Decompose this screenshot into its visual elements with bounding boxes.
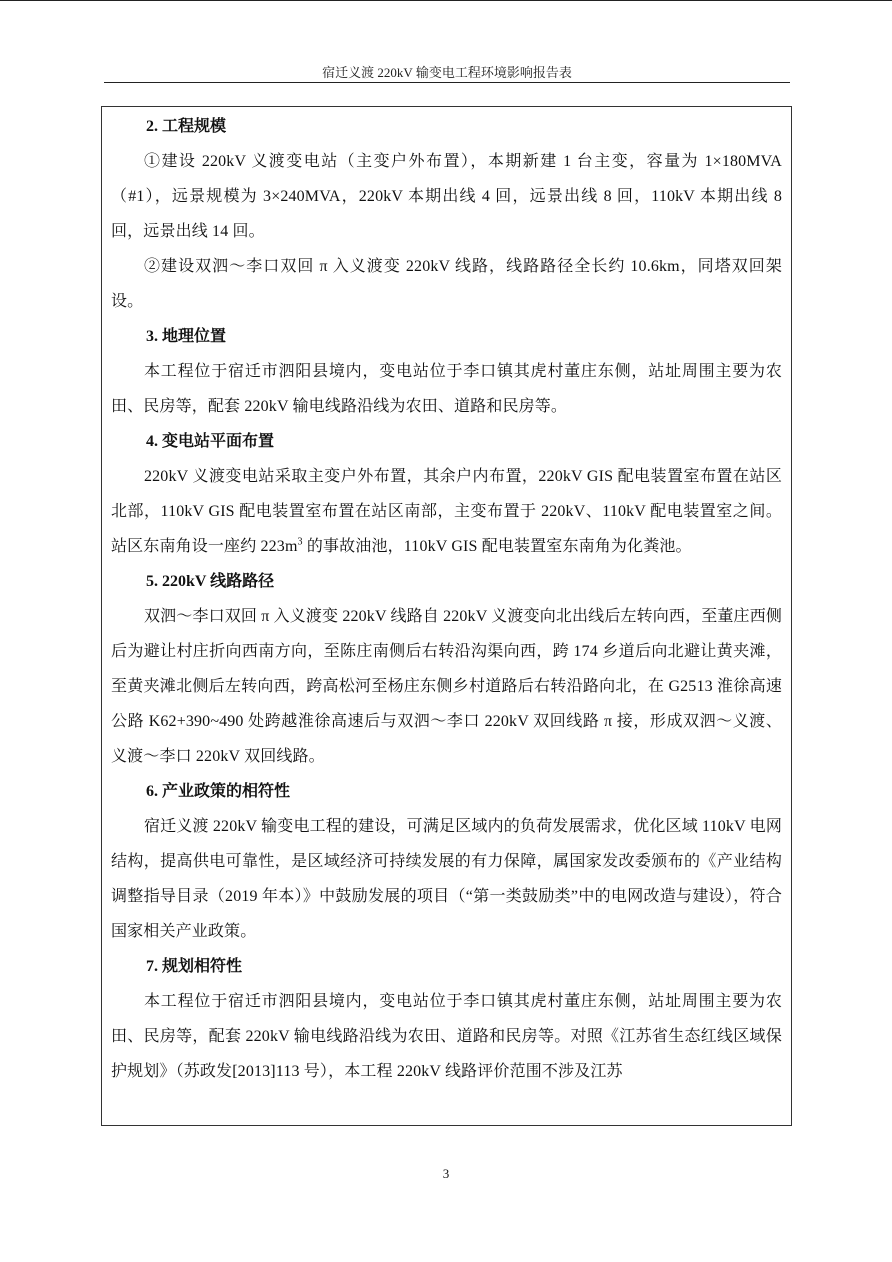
section-planning	[111, 949, 782, 1089]
section-title: 5. 220kV 线路路径	[146, 573, 275, 590]
top-border-line	[0, 0, 892, 1]
section-policy	[111, 774, 782, 949]
section-line-route	[111, 564, 782, 774]
paragraph: ①建设 220kV 义渡变电站（主变户外布置），本期新建 1 台主变，容量为 1×180MVA（#1），远景规模为 3×240MVA，220kV 本期出线 4 回，远景出线 8 回，110kV 本期出线 8 回，远景出线 14 回。	[111, 153, 782, 240]
paragraph: 宿迁义渡 220kV 输变电工程的建设，可满足区域内的负荷发展需求，优化区域 110kV 电网结构，提高供电可靠性，是区域经济可持续发展的有力保障，属国家发改委颁布的《产业结构调整指导目录（2019 年本）》中鼓励发展的项目（“第一类鼓励类”中的电网改造与建设），符合国家相关产业政策。	[111, 818, 782, 940]
section-title: 4. 变电站平面布置	[146, 433, 275, 450]
section-location	[111, 319, 782, 424]
content-table-cell	[101, 106, 792, 1126]
running-header: 宿迁义渡 220kV 输变电工程环境影响报告表	[322, 65, 572, 80]
section-title: 2. 工程规模	[146, 118, 227, 135]
paragraph-text: 的事故油池，110kV GIS 配电装置室东南角为化粪池。	[302, 538, 692, 555]
section-title: 6. 产业政策的相符性	[146, 783, 291, 800]
paragraph: 双泗～李口双回 π 入义渡变 220kV 线路自 220kV 义渡变向北出线后左转向西，至董庄西侧后为避让村庄折向西南方向，至陈庄南侧后右转沿沟渠向西，跨 174 乡道后向北避让黄夹滩，至黄夹滩北侧后左转向西，跨高松河至杨庄东侧乡村道路后右转沿路向北，在 G2513 淮徐高速公路 K62+390~490 处跨越淮徐高速后与双泗～李口 220kV 双回线路 π 接，形成双泗～义渡、义渡～李口 220kV 双回线路。	[111, 608, 782, 765]
superscript: 3	[297, 536, 303, 548]
paragraph-text: 220kV 义渡变电站采取主变户外布置，其余户内布置，220kV GIS 配电装置室布置在站区北部，110kV GIS 配电装置室布置在站区南部，主变布置于 220kV、110kV 配电装置室之间。站区东南角设一座约 223m	[111, 468, 782, 555]
paragraph: 本工程位于宿迁市泗阳县境内，变电站位于李口镇其虎村董庄东侧，站址周围主要为农田、民房等，配套 220kV 输电线路沿线为农田、道路和民房等。对照《江苏省生态红线区域保护规划》（苏政发[2013]113 号），本工程 220kV 线路评价范围不涉及江苏	[111, 993, 782, 1080]
section-layout	[111, 424, 782, 564]
section-title: 7. 规划相符性	[146, 958, 243, 975]
header-divider	[104, 82, 790, 83]
paragraph	[111, 459, 782, 564]
paragraph: 本工程位于宿迁市泗阳县境内，变电站位于李口镇其虎村董庄东侧，站址周围主要为农田、民房等，配套 220kV 输电线路沿线为农田、道路和民房等。	[111, 363, 782, 415]
section-scale	[111, 109, 782, 319]
paragraph: ②建设双泗～李口双回 π 入义渡变 220kV 线路，线路路径全长约 10.6km，同塔双回架设。	[111, 258, 782, 310]
page-number: 3	[442, 1166, 450, 1181]
section-title: 3. 地理位置	[146, 328, 227, 345]
